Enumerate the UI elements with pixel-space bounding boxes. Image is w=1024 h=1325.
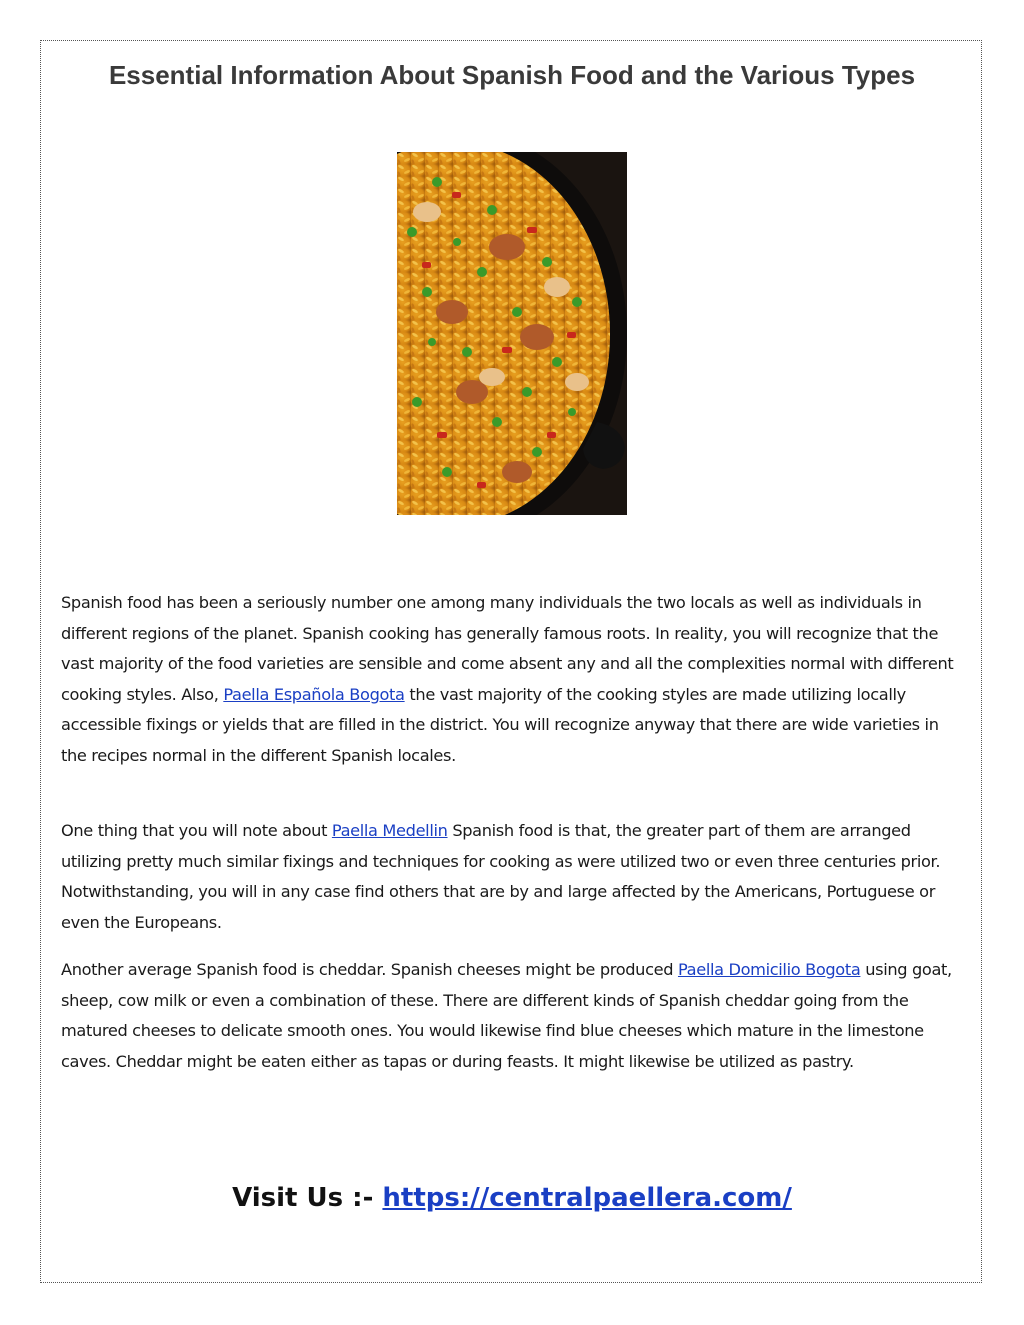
page-title: Essential Information About Spanish Food and the Various Types [108, 60, 916, 90]
paragraph-text: Another average Spanish food is cheddar. Spanish cheeses might be produced [61, 960, 678, 979]
paragraph-text: the vast majority of the cooking styles are made utilizing locally accessible fixings or yields that are filled in the district. You will recognize anyway that there are wide varieties in the recipes normal in the different Spanish locales. [61, 684, 939, 765]
paragraph-text: using goat, sheep, cow milk or even a combination of these. There are different kinds of Spanish cheddar going from the matured cheeses to delicate smooth ones. You would likewise find blue cheeses which mature in the limestone caves. Cheddar might be eaten either as tapas or during feasts. It might likewise be utilized as pastry. [61, 960, 952, 1071]
paragraph-text: One thing that you will note about [61, 821, 332, 840]
link-paella-domicilio-bogota[interactable]: Paella Domicilio Bogota [677, 960, 861, 979]
visit-us-footer [0, 1183, 1024, 1213]
paella-photo [397, 152, 627, 515]
link-paella-espanola-bogota[interactable]: Paella Española Bogota [223, 684, 405, 704]
link-paella-medellin[interactable]: Paella Medellin [331, 821, 448, 840]
paragraph-text: Spanish food has been a seriously number one among many individuals the two locals as well as individuals in different regions of the planet. Spanish cooking has generally famous roots. In reality, you will recognize that the vast majority of the food varieties are sensible and come absent any and all the complexities normal with different cooking styles. Also, [61, 593, 954, 704]
paragraph-medellin [61, 816, 966, 938]
website-link[interactable]: https://centralpaellera.com/ [382, 1183, 792, 1213]
paragraph-cheese [61, 955, 966, 1077]
paella-pan-icon [397, 152, 627, 515]
paragraph-text: Spanish food is that, the greater part of them are arranged utilizing pretty much similar fixings and techniques for cooking as were utilized two or even three centuries prior. Notwithstanding, you will in any case find others that are by and large affected by the Americans, Portuguese or even the Europeans. [61, 821, 941, 932]
paragraph-intro [61, 588, 966, 772]
visit-us-label: Visit Us :- [232, 1183, 383, 1213]
